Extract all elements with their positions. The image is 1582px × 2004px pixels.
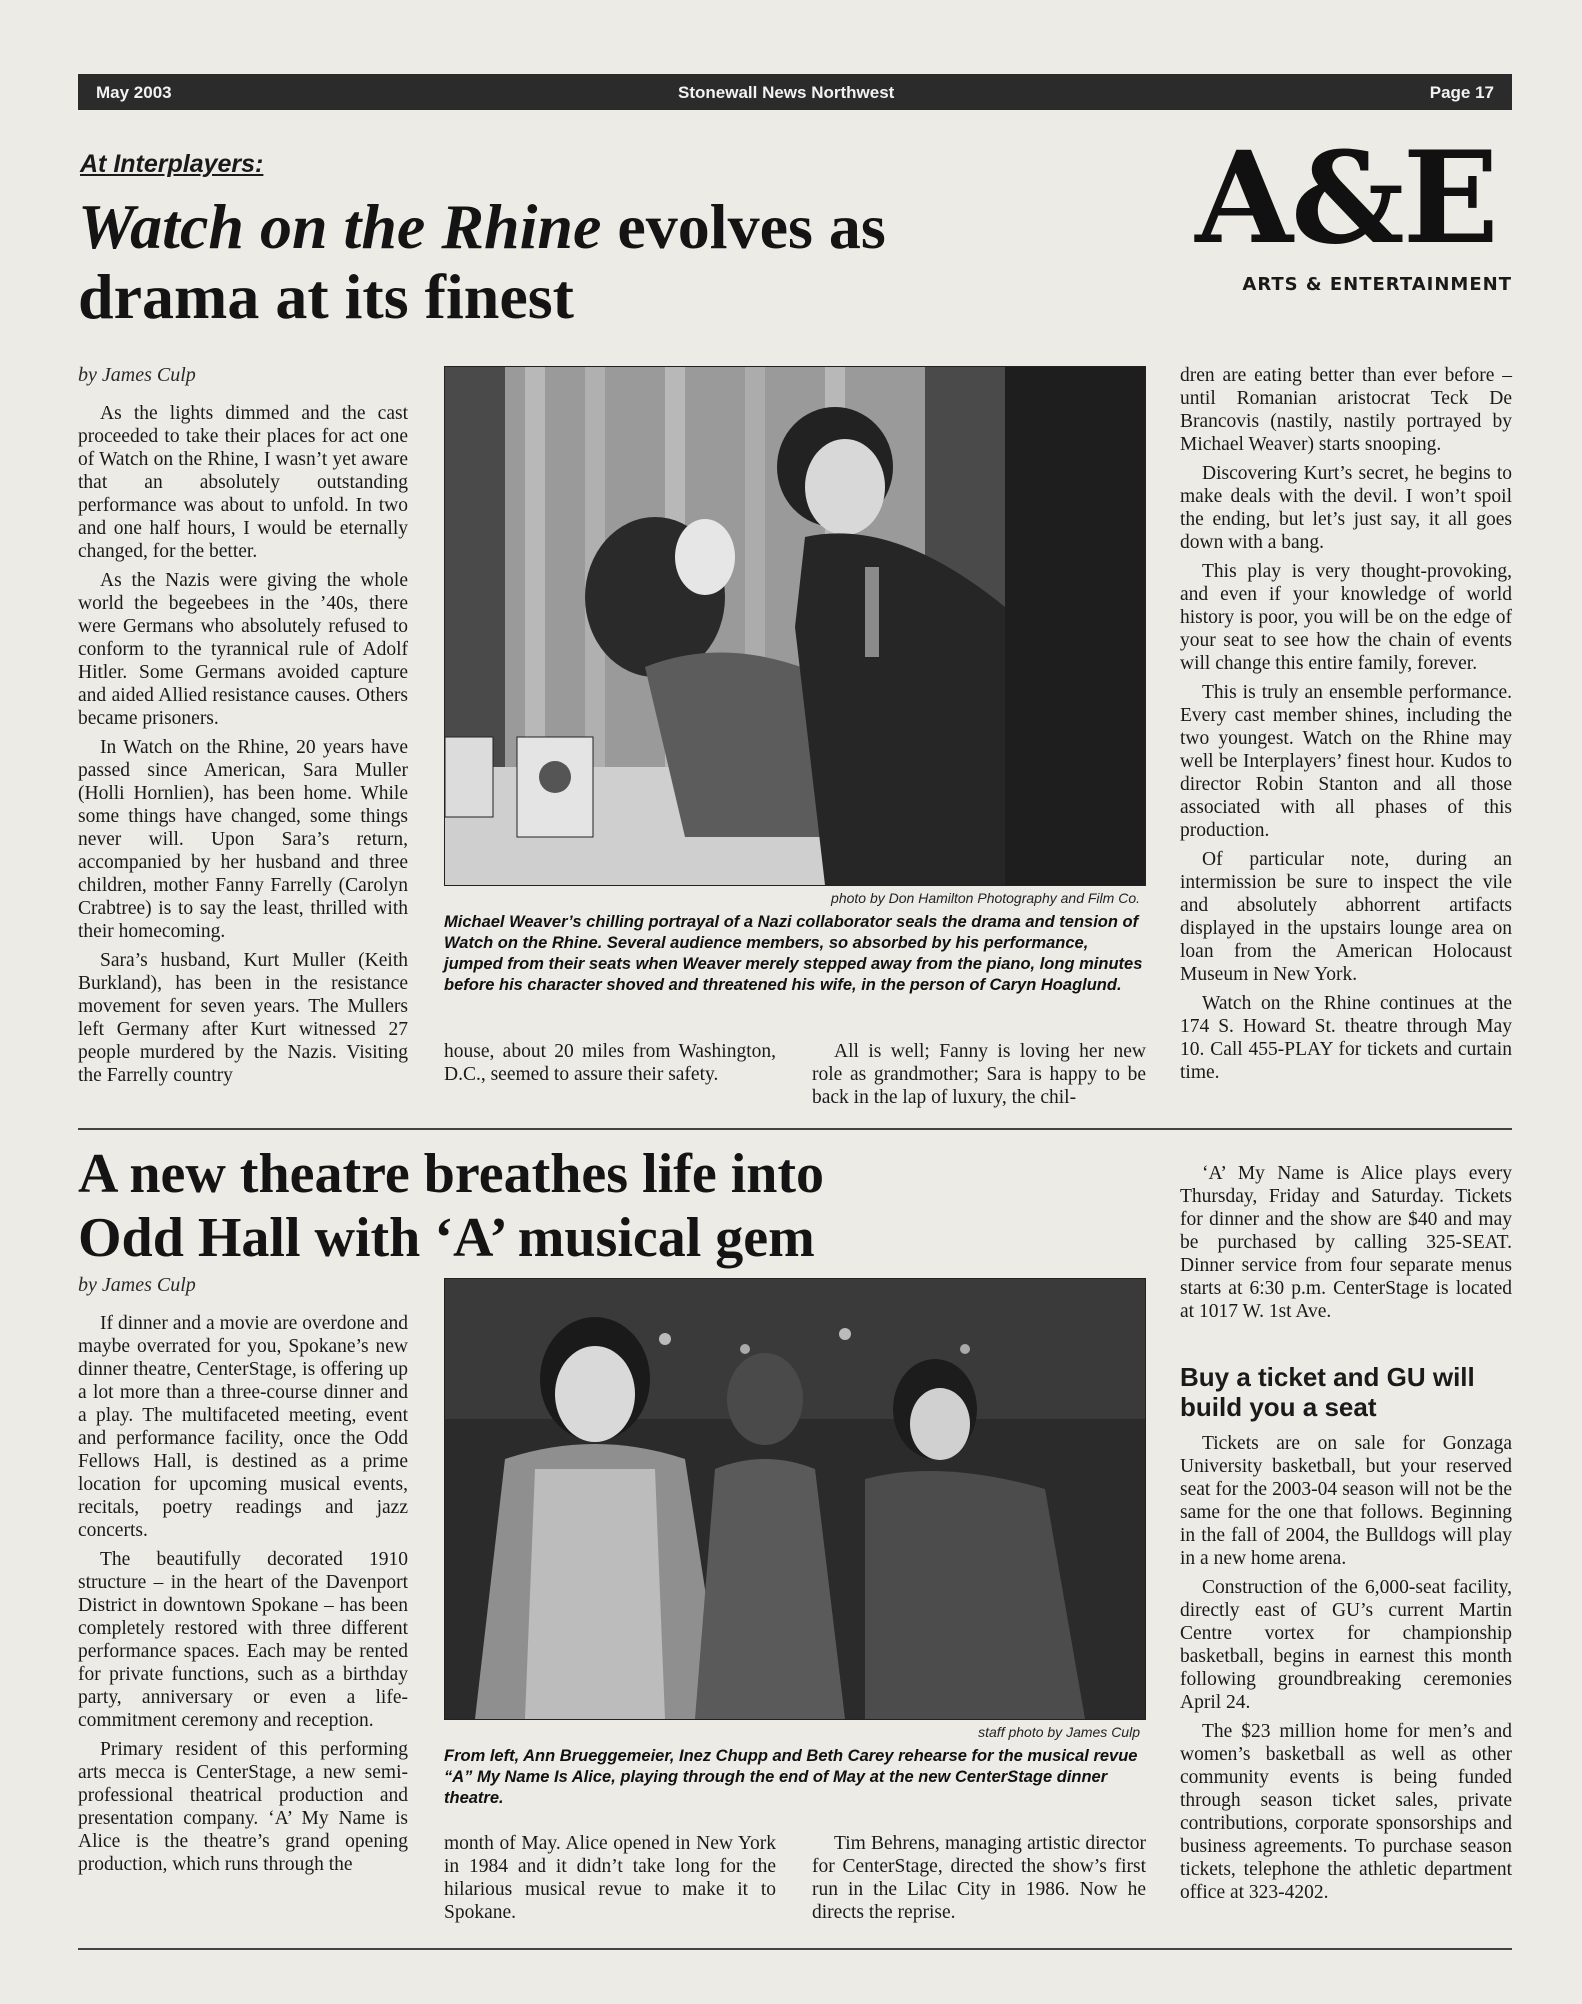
- article2-photo-caption: From left, Ann Brueggemeier, Inez Chupp and Beth Carey rehearse for the musical revue “A” My Name Is Alice, playing through the end of May at the new CenterStage dinner theatre.: [444, 1747, 1138, 1807]
- paragraph: As the Nazis were giving the whole world the begeebees in the ’40s, there were Germans who absolutely refused to conform to the tyrannical rule of Adolf Hitler. Some Germans avoided capture and aided Allied resistance causes. Others became prisoners.: [78, 570, 408, 729]
- paragraph: If dinner and a movie are overdone and maybe overrated for you, Spokane’s new dinner theatre, CenterStage, is offering up a lot more than a three-course dinner and a play. The multifaceted meeting, event and performance facility, once the Odd Fellows Hall, is destined as a prime location for upcoming musical events, recitals, poetry readings and jazz concerts.: [78, 1313, 408, 1541]
- article1-column-3: [812, 1040, 1146, 1115]
- article3-body: [1180, 1432, 1512, 1910]
- article1-photo: [444, 366, 1146, 886]
- section-divider: [78, 1128, 1512, 1130]
- article2-byline: by James Culp: [78, 1274, 196, 1296]
- paragraph: ‘A’ My Name is Alice plays every Thursday, Friday and Saturday. Tickets for dinner and the show are $40 and may be purchased by calling 325-SEAT. Dinner service from four separate menus starts at 6:30 p.m. CenterStage is located at 1017 W. 1st Ave.: [1180, 1163, 1512, 1322]
- paragraph: The beautifully decorated 1910 structure – in the heart of the Davenport District in downtown Spokane – has been completely restored with three different performance spaces. Each may be rented for private functions, such as a birthday party, anniversary or even a life-commitment ceremony and reception.: [78, 1549, 408, 1731]
- paragraph: Construction of the 6,000-seat facility, directly east of GU’s current Martin Centre vortex for championship basketball, begins in earnest this month following groundbreaking ceremonies April 24.: [1180, 1577, 1512, 1713]
- article1-headline: [78, 192, 938, 332]
- article2-photo-credit: staff photo by James Culp: [978, 1724, 1140, 1740]
- article1-headline-italic: Watch on the Rhine: [78, 191, 602, 262]
- publication-name: Stonewall News Northwest: [678, 83, 895, 102]
- ae-logo: A&E: [1195, 124, 1497, 272]
- paragraph: As the lights dimmed and the cast proceeded to take their places for act one of Watch on the Rhine, I wasn’t yet aware that an absolutely outstanding performance was about to unfold. In two and one half hours, I would be eternally changed, for the better.: [78, 403, 408, 562]
- paragraph: All is well; Fanny is loving her new role as grandmother; Sara is happy to be back in the lap of luxury, the chil-: [812, 1041, 1146, 1108]
- paragraph: Tim Behrens, managing artistic director for CenterStage, directed the show’s first run in the Lilac City in 1986. Now he directs the reprise.: [812, 1833, 1146, 1923]
- paragraph: Tickets are on sale for Gonzaga University basketball, but your reserved seat for the 2003-04 season will not be the same for the one that follows. Beginning in the fall of 2004, the Bulldogs will play in a new home arena.: [1180, 1433, 1512, 1569]
- paragraph: In Watch on the Rhine, 20 years have passed since American, Sara Muller (Holli Hornlien), has been home. While some things have changed, some things never will. Upon Sara’s return, accompanied by her husband and three children, mother Fanny Farrelly (Carolyn Crabtree) is to say the least, thrilled with their homecoming.: [78, 737, 408, 942]
- article2-photo: [444, 1278, 1146, 1720]
- page-header-bar: [78, 74, 1512, 110]
- article1-byline: by James Culp: [78, 364, 196, 386]
- article2-column-4: [1180, 1162, 1512, 1329]
- paragraph: Watch on the Rhine continues at the 174 S. Howard St. theatre through May 10. Call 455-PLAY for tickets and curtain time.: [1180, 993, 1512, 1083]
- page-number: Page 17: [1429, 83, 1494, 102]
- page-bottom-rule: [78, 1948, 1512, 1950]
- paragraph: The $23 million home for men’s and women’s basketball as well as other community events is being funded through season ticket sales, private contributions, corporate sponsorships and business agreements. To purchase season tickets, telephone the athletic department office at 323-4202.: [1180, 1721, 1512, 1903]
- article3-headline: Buy a ticket and GU will build you a seat: [1180, 1362, 1475, 1422]
- stage-scene-illustration: [445, 367, 1145, 885]
- article1-headline-rest: evolves as drama at its finest: [78, 191, 886, 332]
- paragraph: Primary resident of this performing arts mecca is CenterStage, a new semi-professional theatrical production and presentation company. ‘A’ My Name is Alice is the theatre’s grand opening production, which runs through the: [78, 1739, 408, 1875]
- paragraph: month of May. Alice opened in New York in 1984 and it didn’t take long for the hilarious musical revue to make it to Spokane.: [444, 1833, 776, 1923]
- article2-column-2: [444, 1832, 776, 1930]
- ae-logo-subtitle: ARTS & ENTERTAINMENT: [1242, 274, 1512, 295]
- paragraph: house, about 20 miles from Washington, D.C., seemed to assure their safety.: [444, 1041, 776, 1085]
- article1-photo-caption: Michael Weaver’s chilling portrayal of a Nazi collaborator seals the drama and tension of Watch on the Rhine. Several audience members, so absorbed by his performance, jumped from their seats when Weaver merely stepped away from the piano, long minutes before his character shoved and threatened his wife, in the person of Caryn Hoaglund.: [444, 913, 1143, 994]
- article1-kicker: At Interplayers:: [80, 150, 264, 178]
- article2-column-3: [812, 1832, 1146, 1930]
- article1-column-1: [78, 402, 408, 1093]
- paragraph: This play is very thought-provoking, and even if your knowledge of world history is poor, you will be on the edge of your seat to see how the chain of events will change this entire family, forever.: [1180, 561, 1512, 674]
- rehearsal-scene-illustration: [445, 1279, 1145, 1719]
- article2-headline: A new theatre breathes life into Odd Hall with ‘A’ musical gem: [78, 1143, 825, 1269]
- paragraph: Of particular note, during an intermission be sure to inspect the vile and absolutely abhorrent artifacts displayed in the upstairs lounge area on loan from the American Holocaust Museum in New York.: [1180, 849, 1512, 985]
- article1-photo-credit: photo by Don Hamilton Photography and Film Co.: [831, 890, 1140, 906]
- article1-column-2: [444, 1040, 776, 1092]
- issue-date: May 2003: [96, 83, 172, 102]
- paragraph: dren are eating better than ever before – until Romanian aristocrat Teck De Brancovis (nastily, nastily portrayed by Michael Weaver) starts snooping.: [1180, 365, 1512, 455]
- paragraph: This is truly an ensemble performance. Every cast member shines, including the two youngest. Watch on the Rhine may well be Interplayers’ finest hour. Kudos to director Robin Stanton and all those associated with all phases of this production.: [1180, 682, 1512, 841]
- paragraph: Sara’s husband, Kurt Muller (Keith Burkland), has been in the resistance movement for seven years. The Mullers left Germany after Kurt witnessed 27 people murdered by the Nazis. Visiting the Farrelly country: [78, 950, 408, 1086]
- article2-column-1: [78, 1312, 408, 1882]
- article1-column-4: [1180, 364, 1512, 1090]
- paragraph: Discovering Kurt’s secret, he begins to make deals with the devil. I won’t spoil the ending, but let’s just say, it all goes down with a bang.: [1180, 463, 1512, 553]
